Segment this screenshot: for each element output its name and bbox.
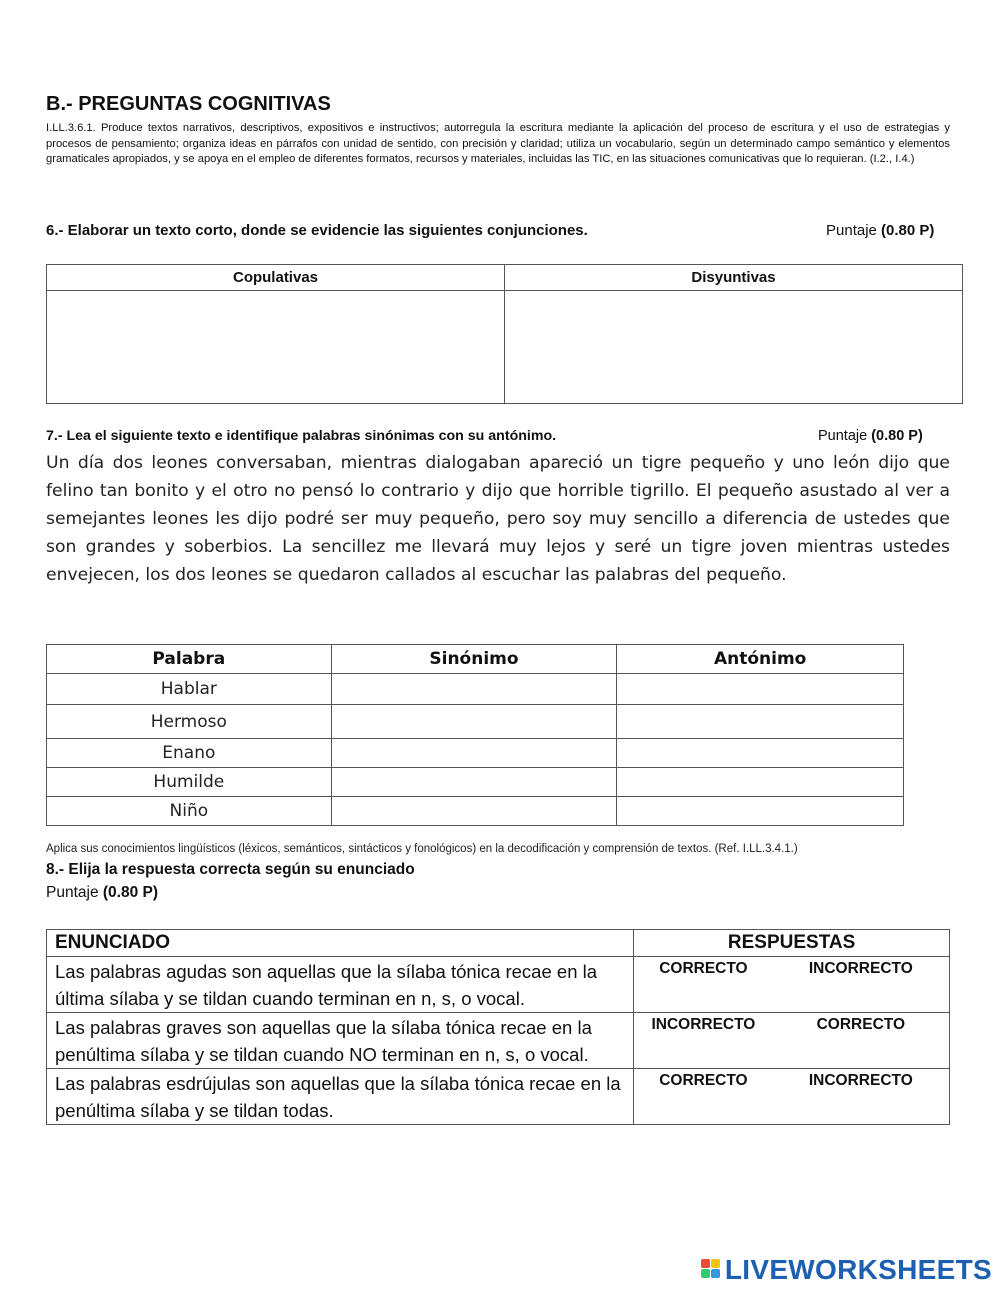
- answer-option-1[interactable]: INCORRECTO: [634, 1013, 773, 1069]
- logo-square-yellow: [711, 1259, 720, 1268]
- score-value: (0.80 P): [102, 884, 159, 901]
- header-palabra: Palabra: [47, 645, 332, 674]
- question-8-title: 8.- Elija la respuesta correcta según su enunciado: [46, 861, 415, 878]
- score-label: Puntaje: [46, 884, 99, 901]
- word-cell: Hermoso: [47, 705, 332, 739]
- logo-square-green: [701, 1269, 710, 1278]
- liveworksheets-logo-icon: [701, 1257, 721, 1283]
- statements-table: [46, 929, 950, 1125]
- logo-square-blue: [711, 1269, 720, 1278]
- brand-name: LIVEWORKSHEETS: [724, 1254, 992, 1285]
- word-cell: Humilde: [47, 768, 332, 797]
- answer-option-2[interactable]: INCORRECTO: [773, 957, 950, 1013]
- section-title: B.- PREGUNTAS COGNITIVAS: [46, 93, 331, 115]
- brand-footer[interactable]: [701, 1254, 992, 1286]
- table-row: [47, 739, 904, 768]
- antonym-input-cell[interactable]: [617, 797, 904, 826]
- statement-cell: Las palabras graves son aquellas que la sílaba tónica recae en la penúltima sílaba y se tildan cuando NO terminan en n, s, o vocal.: [47, 1013, 634, 1069]
- word-cell: Enano: [47, 739, 332, 768]
- header-respuestas: RESPUESTAS: [634, 930, 950, 957]
- header-disyuntivas: Disyuntivas: [505, 265, 963, 291]
- header-copulativas: Copulativas: [47, 265, 505, 291]
- synonym-input-cell[interactable]: [331, 768, 617, 797]
- question-8-reference: Aplica sus conocimientos lingüísticos (léxicos, semánticos, sintácticos y fonológicos) en la decodificación y comprensión de textos. (Ref. I.LL.3.4.1.): [46, 843, 798, 855]
- score-value: (0.80 P): [881, 222, 935, 239]
- question-8-score: [46, 884, 158, 902]
- table-row: [47, 797, 904, 826]
- header-enunciado: ENUNCIADO: [47, 930, 634, 957]
- conjunctions-table: [46, 264, 963, 404]
- answer-option-2[interactable]: INCORRECTO: [773, 1069, 950, 1125]
- synonym-input-cell[interactable]: [331, 674, 617, 705]
- table-row: [47, 674, 904, 705]
- synonym-antonym-table: [46, 644, 904, 826]
- question-6-score: [826, 222, 934, 239]
- score-value: (0.80 P): [871, 428, 923, 444]
- answer-option-1[interactable]: CORRECTO: [634, 957, 773, 1013]
- synonym-input-cell[interactable]: [331, 739, 617, 768]
- antonym-input-cell[interactable]: [617, 768, 904, 797]
- question-6-title: 6.- Elaborar un texto corto, donde se evidencie las siguientes conjunciones.: [46, 222, 588, 239]
- table-row: [47, 957, 950, 1013]
- section-description: I.LL.3.6.1. Produce textos narrativos, descriptivos, expositivos e instructivos; autorregula la escritura mediante la aplicación del proceso de escritura y el uso de estrategias y procesos de pensamiento; organiza ideas en párrafos con unidad de sentido, con precisión y claridad; utiliza un vocabulario, según un determinado campo semántico y elementos gramaticales apropiados, y se apoya en el empleo de diferentes formatos, recursos y materiales, incluidas las TIC, en las situaciones comunicativas que lo requieran. (I.2., I.4.): [46, 122, 950, 166]
- statement-cell: Las palabras esdrújulas son aquellas que la sílaba tónica recae en la penúltima sílaba y se tildan todas.: [47, 1069, 634, 1125]
- table-row: [47, 1069, 950, 1125]
- antonym-input-cell[interactable]: [617, 674, 904, 705]
- word-cell: Hablar: [47, 674, 332, 705]
- antonym-input-cell[interactable]: [617, 739, 904, 768]
- question-7-title: 7.- Lea el siguiente texto e identifique palabras sinónimas con su antónimo.: [46, 428, 557, 444]
- synonym-input-cell[interactable]: [331, 797, 617, 826]
- header-sinonimo: Sinónimo: [331, 645, 617, 674]
- answer-option-1[interactable]: CORRECTO: [634, 1069, 773, 1125]
- reading-passage: Un día dos leones conversaban, mientras dialogaban apareció un tigre pequeño y uno león dijo que felino tan bonito y el otro no pensó lo contrario y dijo que horrible tigrillo. El pequeño asustado al ver a semejantes leones les dijo podré ser muy pequeño, pero soy muy sencillo a diferencia de ustedes que son grandes y soberbios. La sencillez me llevará muy lejos y seré un tigre joven mientras ustedes envejecen, los dos leones se quedaron callados al escuchar las palabras del pequeño.: [46, 453, 950, 585]
- score-label: Puntaje: [818, 428, 868, 444]
- statement-cell: Las palabras agudas son aquellas que la sílaba tónica recae en la última sílaba y se tildan cuando terminan en n, s, o vocal.: [47, 957, 634, 1013]
- antonym-input-cell[interactable]: [617, 705, 904, 739]
- synonym-input-cell[interactable]: [331, 705, 617, 739]
- logo-square-red: [701, 1259, 710, 1268]
- table-row: [47, 768, 904, 797]
- disyuntivas-answer-cell[interactable]: [505, 291, 963, 404]
- copulativas-answer-cell[interactable]: [47, 291, 505, 404]
- answer-option-2[interactable]: CORRECTO: [773, 1013, 950, 1069]
- header-antonimo: Antónimo: [617, 645, 904, 674]
- table-row: [47, 1013, 950, 1069]
- question-7-score: [818, 428, 923, 444]
- score-label: Puntaje: [826, 222, 877, 239]
- table-row: [47, 705, 904, 739]
- word-cell: Niño: [47, 797, 332, 826]
